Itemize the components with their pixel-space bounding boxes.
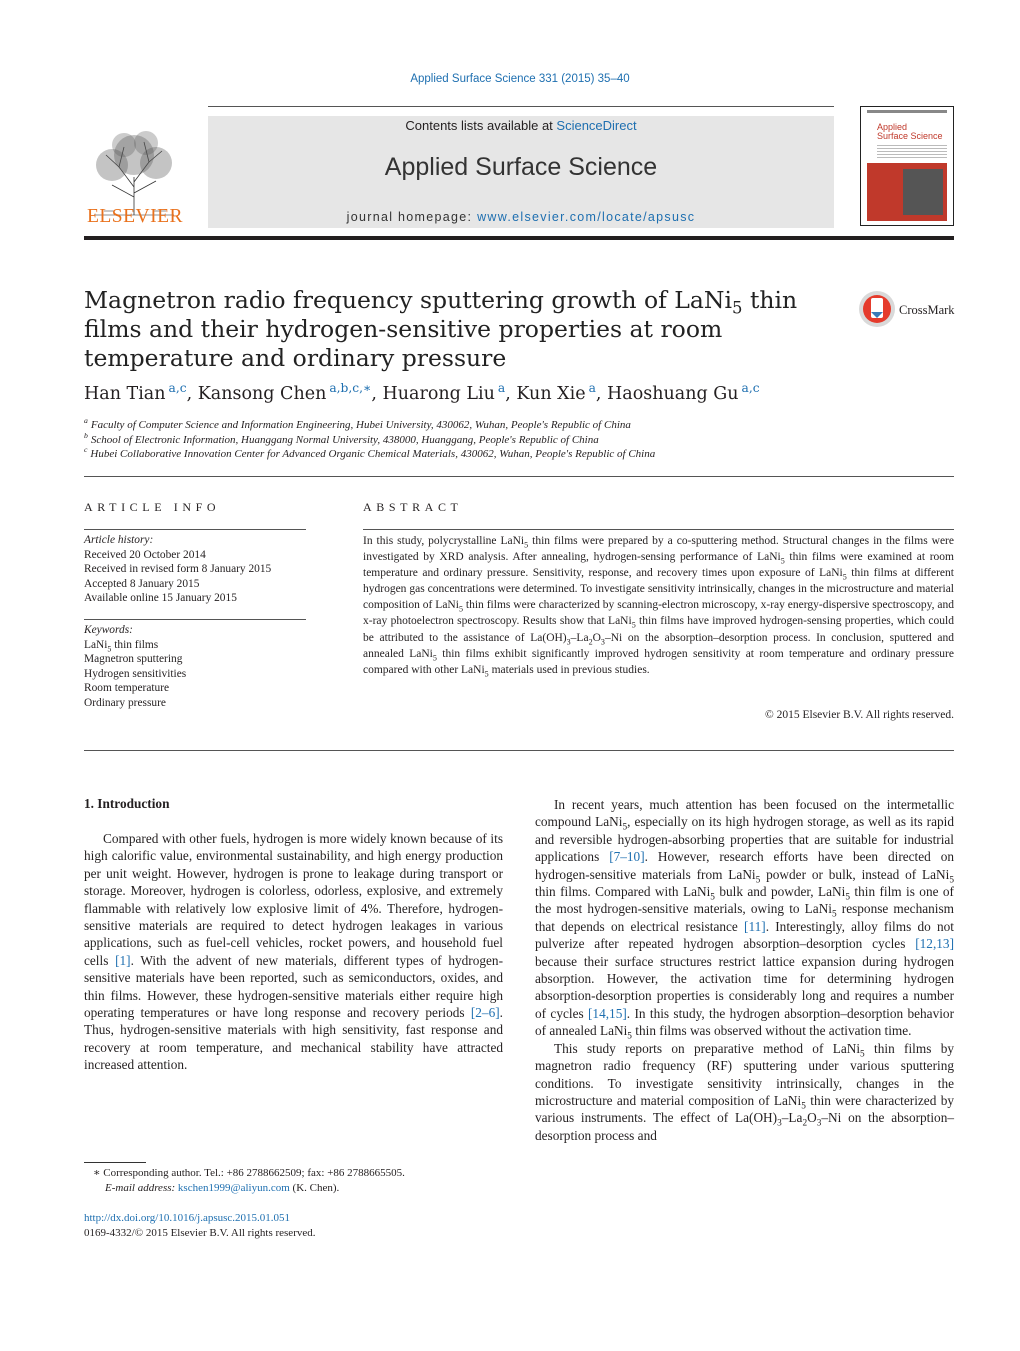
citation-link[interactable]: [2–6] <box>470 1005 500 1021</box>
citation-link[interactable]: [7–10] <box>609 849 645 865</box>
header-top-rule <box>208 106 834 107</box>
author-name: Kansong Chen <box>197 384 327 404</box>
author-name: Huarong Liu <box>382 384 495 404</box>
citation-link[interactable]: [1] <box>115 952 131 968</box>
abstract-text: In this study, polycrystalline LaNi$_5$ thin films were prepared by a co-sputtering method. Structural changes in the films were investigated by XRD analysis. After annealing, hydrogen-sensing performance of LaNi$_5$ thin films were examined at room temperature and ordinary pressure. Sensitivity, response, and recovery times upon exposure of LaNi$_5$ thin films at different hydrogen gas concentrations were determined. To investigate sensitivity intrinsically, changes in the microstructure and material composition of LaNi$_5$ thin films were characterized by scanning-electron microscopy, x-ray energy-dispersive spectroscopy, and x-ray photoelectron spectroscopy. Results show that LaNi$_5$ thin films have improved hydrogen-sensing properties, which could be attributed to the assistance of $La(OH)_3-La_2O_3-Ni$ on the absorption–desorption process. In conclusion, sputtered and annealed LaNi$_5$ thin films exhibit significantly improved hydrogen sensitivity at room temperature and ordinary pressure compared with other LaNi$_5$ materials used in previous studies. <box>363 535 954 679</box>
paper-title: Magnetron radio frequency sputtering growth of LaNi$_5$ thin films and their hydrogen-sensitive properties at room temperature and ordinary pressure <box>84 286 798 372</box>
keyword-item: Ordinary pressure <box>84 696 166 709</box>
doi-link[interactable]: http://dx.doi.org/10.1016/j.apsusc.2015.01.051 <box>84 1212 291 1224</box>
affiliation-key: b <box>84 430 88 440</box>
citation-link[interactable]: [12,13] <box>915 936 954 952</box>
author-list: Han Tian $^{a,c}$, Kansong Chen $^{a,b,c,∗}$, Huarong Liu $^a$, Kun Xie $^a$, Haoshuang Gu $^{a,c}$ <box>84 381 760 404</box>
abstract-rule <box>363 529 954 530</box>
author-affiliation-marker[interactable]: a,c <box>741 381 760 396</box>
footnote-rule <box>84 1162 146 1163</box>
cover-red-band <box>867 163 947 221</box>
article-info-heading: ARTICLE INFO <box>84 500 221 514</box>
elsevier-wordmark: ELSEVIER <box>86 206 184 227</box>
history-item: Available online 15 January 2015 <box>84 592 237 604</box>
doi-block: http://dx.doi.org/10.1016/j.apsusc.2015.01.051 0169-4332/© 2015 Elsevier B.V. All rights reserved. <box>84 1212 316 1239</box>
contents-line: Contents lists available at ScienceDirect <box>405 118 637 133</box>
journal-cover-thumbnail[interactable] <box>860 106 954 226</box>
author-affiliation-marker[interactable]: a <box>497 381 506 396</box>
cover-text-lines <box>877 145 947 159</box>
email-link[interactable]: kschen1999@aliyun.com <box>177 1182 290 1194</box>
cover-title: Applied Surface Science <box>877 122 943 141</box>
journal-title: Applied Surface Science <box>384 153 658 181</box>
crossmark-badge[interactable]: CrossMark <box>858 290 958 330</box>
cover-image <box>903 169 943 215</box>
history-item: Received 20 October 2014 <box>84 548 206 561</box>
keywords: Keywords: LaNi$_5$ thin films Magnetron sputtering Hydrogen sensitivities Room temperature Ordinary pressure <box>84 623 306 710</box>
author-name: Kun Xie <box>516 384 586 404</box>
author-name: Haoshuang Gu <box>607 384 739 404</box>
abstract-heading: ABSTRACT <box>363 500 463 514</box>
affiliation-text: School of Electronic Information, Huanggang Normal University, 438000, Huanggang, People's Republic of China <box>90 433 599 446</box>
affiliation-line <box>84 430 954 448</box>
cover-top-bar <box>867 110 947 113</box>
introduction-heading: 1. Introduction <box>84 796 170 811</box>
abstract-bottom-rule <box>84 750 954 751</box>
author-affiliation-marker[interactable]: a,b,c,∗ <box>329 381 372 396</box>
intro-right-column: In recent years, much attention has been focused on the intermetallic compound LaNi$_5$, especially on its high hydrogen storage, as well as its rapid and reversible hydrogen-absorbing properties that are suitable for industrial applications [7–10]. However, research efforts have been directed on hydrogen-sensitive materials from LaNi$_5$ powder or bulk, instead of LaNi$_5$ thin films. Compared with LaNi$_5$ bulk and powder, LaNi$_5$ thin film is one of the most hydrogen-sensitive materials, owing to LaNi$_5$ response mechanism that depends on electrical resistance [11]. Interestingly, alloy films do not pulverize after repeated hydrogen absorption–desorption cycles [12,13] because their surface structures restrict lattice expansion during hydrogen absorption. However, the activation time for determining hydrogen absorption-desorption properties is considerably long and requires a number of cycles [14,15]. In this study, the hydrogen absorption–desorption behavior of annealed LaNi$_5$ thin films was observed without the activation time. This study reports on preparative method of LaNi$_5$ thin films by magnetron radio frequency (RF) sputtering under various sputtering conditions. To investigate sensitivity intrinsically, changes in the microstructure and material composition of LaNi$_5$ thin were characterized by various instruments. The effect of $La(OH)_3-La_2O_3-Ni$ on the absorption–desorption process and <box>535 797 955 1143</box>
sciencedirect-link[interactable]: ScienceDirect <box>556 118 637 133</box>
history-item: Accepted 8 January 2015 <box>84 577 200 590</box>
intro-left-column: Compared with other fuels, hydrogen is more widely known because of its high calorific value, environmental sustainability, and high energy production per unit weight. However, hydrogen is prone to leakage during transport or storage. Moreover, hydrogen is colorless, odorless, explosive, and extremely flammable with relatively low explosive limit of 4%. Therefore, hydrogen-sensitive materials are required to detect hydrogen leakages in various applications, such as fuel-cell vehicles, rocket powers, and household fuel cells [1]. With the advent of new materials, different types of hydrogen-sensitive materials have been reported, such as semiconductors, oxides, and thin films. However, these hydrogen-sensitive materials either require high operating temperatures or have long response and recovery periods [2–6]. Thus, hydrogen-sensitive materials with high sensitivity, fast response and recovery at room temperature, and mechanical stability have attracted increased attention. <box>84 831 503 1073</box>
keyword-item: LaNi$_5$ thin films <box>84 638 159 653</box>
crossmark-icon <box>858 290 896 328</box>
keyword-item: Hydrogen sensitivities <box>84 667 187 680</box>
author-name: Han Tian <box>84 384 166 404</box>
history-item: Received in revised form 8 January 2015 <box>84 563 272 575</box>
affiliation-line <box>84 447 954 462</box>
keywords-rule <box>84 619 306 620</box>
author-affiliation-marker[interactable]: a <box>588 381 596 396</box>
journal-header-box <box>208 116 834 228</box>
affiliation-key: c <box>84 445 88 455</box>
affiliation-text: Hubei Collaborative Innovation Center for Advanced Organic Chemical Materials, 430062, Wuhan, People's Republic of China <box>90 448 656 460</box>
journal-citation[interactable]: Applied Surface Science 331 (2015) 35–40 <box>410 73 630 85</box>
affiliation-rule <box>84 476 954 477</box>
homepage-link[interactable]: www.elsevier.com/locate/apsusc <box>477 210 696 224</box>
affiliation-text: Faculty of Computer Science and Information Engineering, Hubei University, 430062, Wuhan, People's Republic of China <box>90 419 631 431</box>
article-history: Article history: Received 20 October 2014 Received in revised form 8 January 2015 Accepted 8 January 2015 Available online 15 January 2015 <box>84 533 306 606</box>
keyword-item: Magnetron sputtering <box>84 653 183 665</box>
keyword-item: Room temperature <box>84 682 170 694</box>
affiliation-line <box>84 418 954 433</box>
citation-link[interactable]: [11] <box>744 918 766 934</box>
journal-homepage: journal homepage: www.elsevier.com/locate/apsusc <box>346 210 696 224</box>
header-thick-rule <box>84 236 954 240</box>
article-info-rule <box>84 529 306 530</box>
affiliation-key: a <box>84 416 88 426</box>
author-affiliation-marker[interactable]: a,c <box>168 381 187 396</box>
abstract-copyright: © 2015 Elsevier B.V. All rights reserved. <box>765 709 954 721</box>
corresponding-footnote: ∗ Corresponding author. Tel.: +86 2788662509; fax: +86 2788665505. E-mail address: kschen1999@aliyun.com (K. Chen). <box>93 1167 405 1194</box>
citation-link[interactable]: [14,15] <box>588 1005 627 1021</box>
affiliations <box>84 418 954 462</box>
